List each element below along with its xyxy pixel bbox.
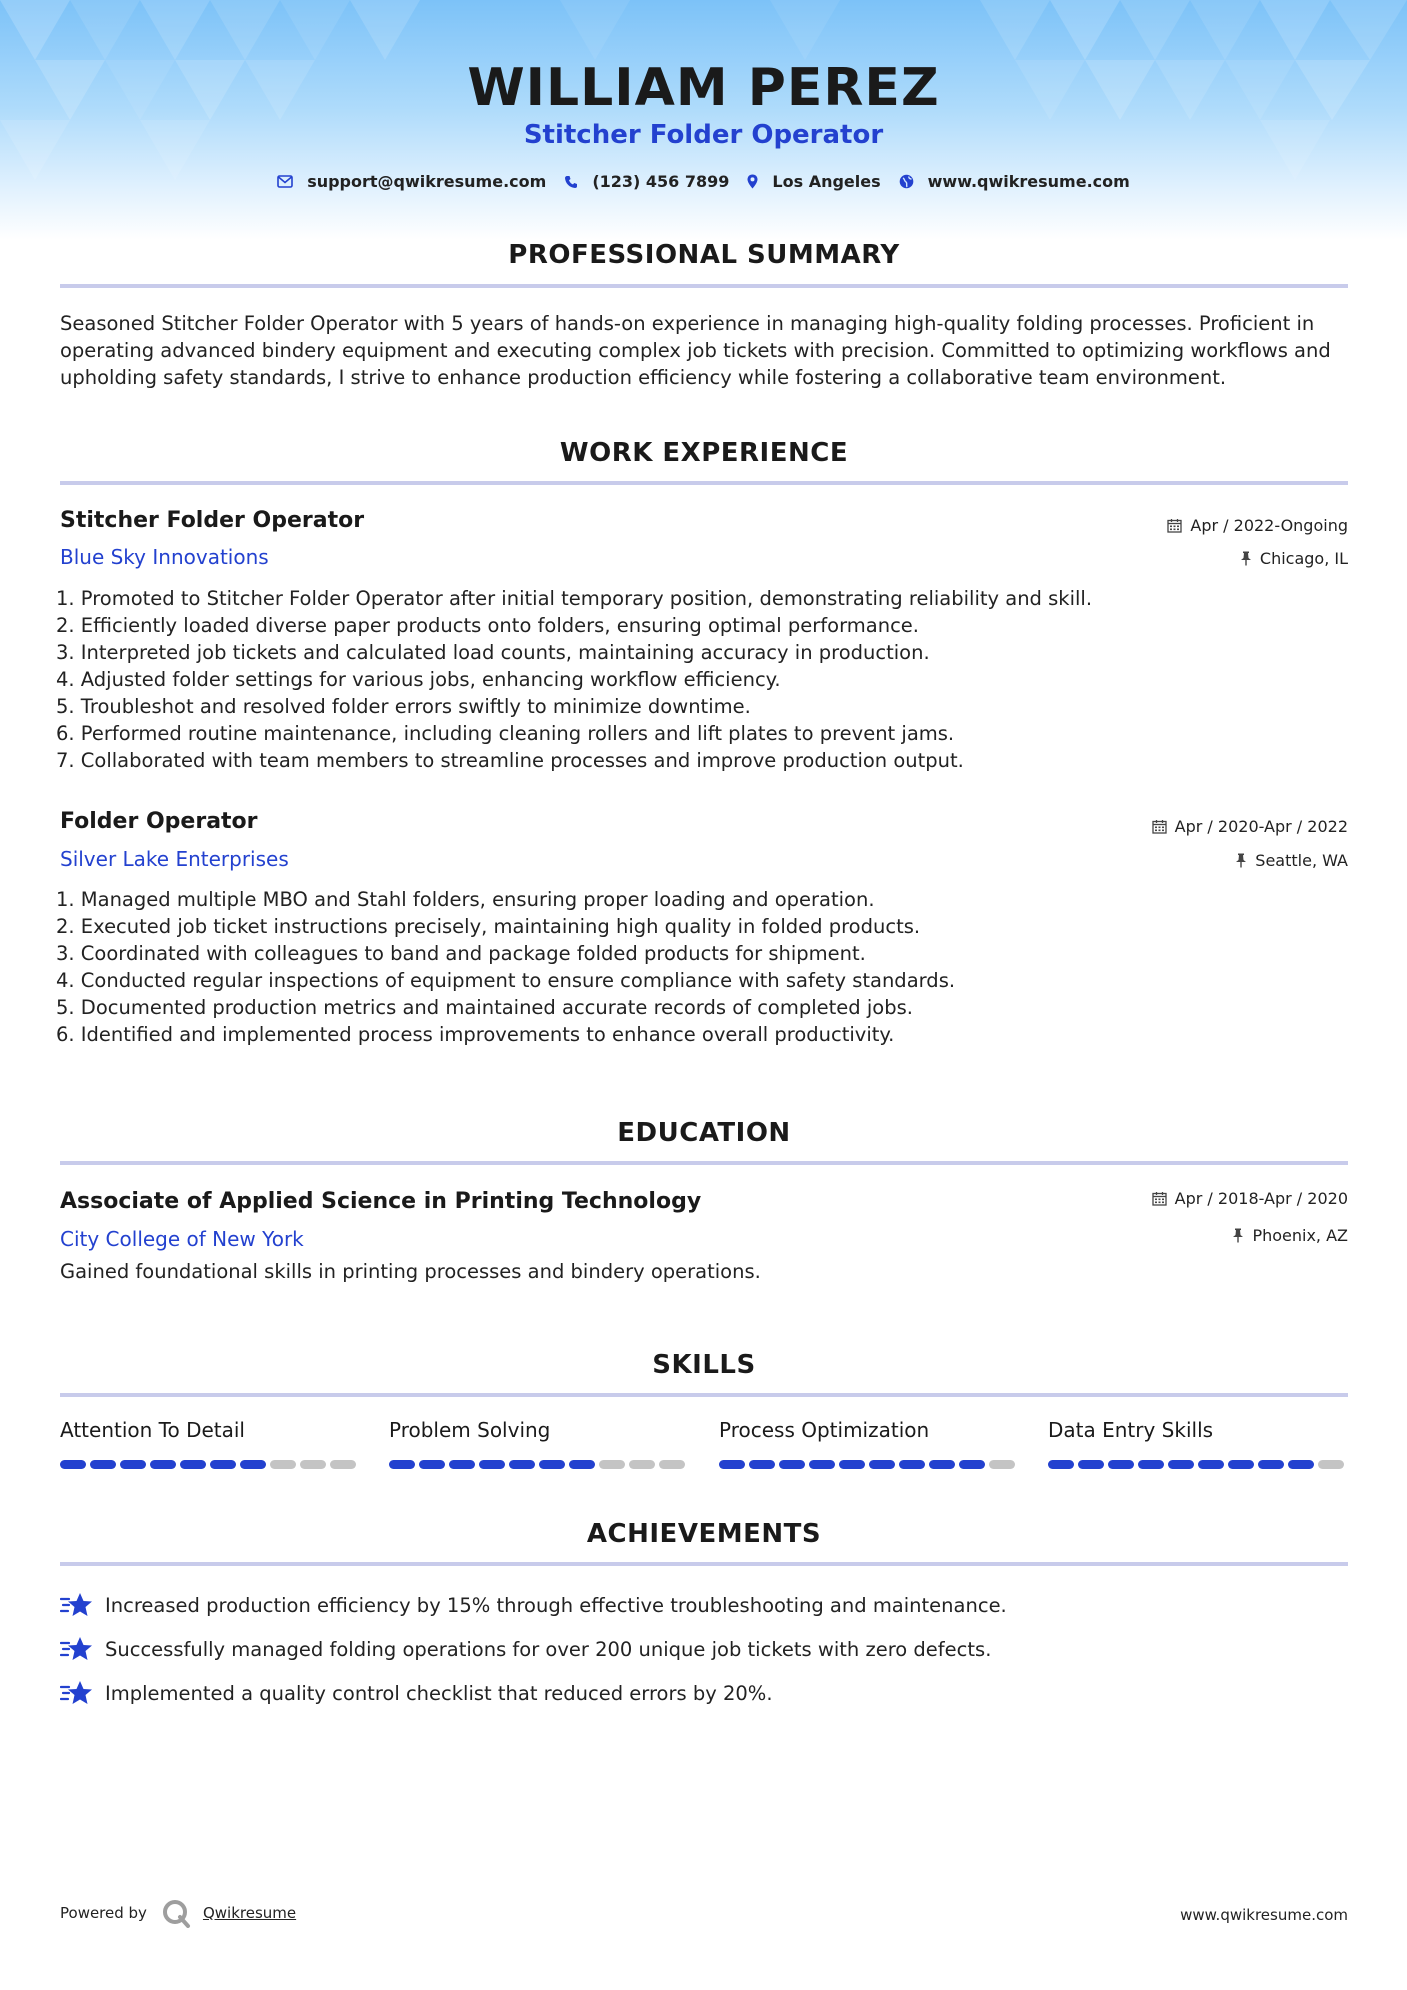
list-item: 5. Troubleshot and resolved folder errors swiftly to minimize downtime. <box>56 695 751 718</box>
school-name: City College of New York <box>60 1227 304 1251</box>
qwikresume-link[interactable]: Qwikresume <box>202 1904 297 1922</box>
contact-website[interactable] <box>899 172 1130 191</box>
achievement-text: Implemented a quality control checklist that reduced errors by 20%. <box>105 1681 773 1705</box>
job-date-1 <box>1167 516 1348 535</box>
star-icon <box>60 1634 94 1664</box>
section-divider <box>60 1393 1348 1397</box>
skill-name: Attention To Detail <box>60 1418 245 1442</box>
calendar-icon <box>1152 1191 1167 1206</box>
location-text: Chicago, IL <box>1259 549 1348 568</box>
phone-icon <box>564 175 578 189</box>
email-text: support@qwikresume.com <box>307 172 547 191</box>
achievement-text: Increased production efficiency by 15% through effective troubleshooting and maintenance. <box>105 1593 1007 1617</box>
skill-segment-filled <box>749 1460 775 1469</box>
skill-segment-empty <box>300 1460 326 1469</box>
skill-segment-filled <box>419 1460 445 1469</box>
footer-website[interactable]: www.qwikresume.com <box>1180 1906 1348 1924</box>
skill-segment-empty <box>629 1460 655 1469</box>
skill-segment-filled <box>899 1460 925 1469</box>
list-item: 3. Coordinated with colleagues to band and package folded products for shipment. <box>56 942 866 965</box>
education-date <box>1152 1189 1348 1208</box>
achievement-text: Successfully managed folding operations for over 200 unique job tickets with zero defects. <box>105 1637 992 1661</box>
skill-segment-filled <box>569 1460 595 1469</box>
location-text: Seattle, WA <box>1255 851 1348 870</box>
skill-segment-filled <box>839 1460 865 1469</box>
pushpin-icon <box>1240 551 1252 566</box>
qwikresume-logo-icon <box>161 1898 191 1928</box>
skill-segment-filled <box>449 1460 475 1469</box>
skill-item <box>60 1418 360 1469</box>
contact-phone[interactable] <box>564 172 729 191</box>
list-item: 6. Identified and implemented process improvements to enhance overall productivity. <box>56 1023 895 1046</box>
summary-text: Seasoned Stitcher Folder Operator with 5 years of hands-on experience in managing high-quality folding processes. Proficient in operating advanced bindery equipment and executing complex job tickets with precision. Committed to optimizing workflows and upholding safety standards, I strive to enhance production efficiency while fostering a collaborative team environment. <box>60 312 1331 389</box>
skill-segment-filled <box>1048 1460 1074 1469</box>
section-title-experience: WORK EXPERIENCE <box>559 438 849 468</box>
section-title-skills: SKILLS <box>652 1350 756 1380</box>
skill-segment-filled <box>479 1460 505 1469</box>
skill-segment-filled <box>1258 1460 1284 1469</box>
pushpin-icon <box>1235 853 1247 868</box>
skill-item <box>719 1418 1019 1469</box>
skill-segment-filled <box>1168 1460 1194 1469</box>
map-pin-icon <box>747 174 758 189</box>
skill-item <box>1048 1418 1348 1469</box>
skill-segment-filled <box>389 1460 415 1469</box>
calendar-icon <box>1167 518 1182 533</box>
date-text: Apr / 2022-Ongoing <box>1190 516 1348 535</box>
education-description: Gained foundational skills in printing processes and bindery operations. <box>60 1260 761 1283</box>
powered-by-label: Powered by <box>60 1904 147 1922</box>
skill-segment-filled <box>959 1460 985 1469</box>
achievement-item <box>60 1678 773 1708</box>
skill-segment-filled <box>120 1460 146 1469</box>
footer-powered-by <box>60 1898 296 1928</box>
location-text: Los Angeles <box>772 172 881 191</box>
list-item: 2. Executed job ticket instructions precisely, maintaining high quality in folded products. <box>56 915 921 938</box>
skill-segment-filled <box>539 1460 565 1469</box>
skill-segment-filled <box>1108 1460 1134 1469</box>
section-title-achievements: ACHIEVEMENTS <box>586 1519 822 1549</box>
skill-name: Process Optimization <box>719 1418 930 1442</box>
skill-segment-filled <box>1288 1460 1314 1469</box>
skill-level-bar <box>1048 1460 1348 1469</box>
skill-segment-empty <box>270 1460 296 1469</box>
skill-segment-filled <box>869 1460 895 1469</box>
section-divider <box>60 1161 1348 1165</box>
skill-item <box>389 1418 689 1469</box>
skill-segment-filled <box>240 1460 266 1469</box>
company-2: Silver Lake Enterprises <box>60 847 289 871</box>
list-item: 1. Managed multiple MBO and Stahl folders, ensuring proper loading and operation. <box>56 888 875 911</box>
job-title-1: Stitcher Folder Operator <box>60 508 365 533</box>
skill-name: Problem Solving <box>389 1418 551 1442</box>
skill-segment-filled <box>180 1460 206 1469</box>
globe-icon <box>899 174 914 189</box>
job-title-2: Folder Operator <box>60 809 258 834</box>
candidate-title: Stitcher Folder Operator <box>523 120 884 150</box>
skill-segment-filled <box>60 1460 86 1469</box>
skill-segment-empty <box>989 1460 1015 1469</box>
skill-segment-empty <box>1318 1460 1344 1469</box>
skill-segment-filled <box>1078 1460 1104 1469</box>
skill-name: Data Entry Skills <box>1048 1418 1214 1442</box>
job-date-2 <box>1152 817 1348 836</box>
section-divider <box>60 481 1348 485</box>
skill-level-bar <box>719 1460 1019 1469</box>
skill-segment-empty <box>599 1460 625 1469</box>
job-bullets-1 <box>56 585 1256 774</box>
education-location <box>1232 1226 1348 1245</box>
degree-title: Associate of Applied Science in Printing Technology <box>60 1189 702 1214</box>
job-location-2 <box>1235 851 1348 870</box>
achievement-item <box>60 1590 1007 1620</box>
candidate-name: WILLIAM PEREZ <box>467 58 940 118</box>
list-item: 6. Performed routine maintenance, including cleaning rollers and lift plates to prevent jams. <box>56 722 955 745</box>
contact-email[interactable] <box>277 172 546 191</box>
list-item: 3. Interpreted job tickets and calculated load counts, maintaining accuracy in production. <box>56 641 930 664</box>
list-item: 5. Documented production metrics and maintained accurate records of completed jobs. <box>56 996 913 1019</box>
phone-text: (123) 456 7899 <box>592 172 730 191</box>
list-item: 7. Collaborated with team members to streamline processes and improve production output. <box>56 749 964 772</box>
date-text: Apr / 2020-Apr / 2022 <box>1174 817 1348 836</box>
section-divider <box>60 1562 1348 1566</box>
skill-segment-filled <box>210 1460 236 1469</box>
section-title-summary: PROFESSIONAL SUMMARY <box>508 240 900 270</box>
skill-segment-filled <box>719 1460 745 1469</box>
skill-segment-empty <box>330 1460 356 1469</box>
contact-location <box>747 172 880 191</box>
job-bullets-2 <box>56 886 1256 1048</box>
location-text: Phoenix, AZ <box>1252 1226 1348 1245</box>
star-icon <box>60 1678 94 1708</box>
skill-segment-filled <box>809 1460 835 1469</box>
company-1: Blue Sky Innovations <box>60 545 269 569</box>
date-text: Apr / 2018-Apr / 2020 <box>1174 1189 1348 1208</box>
skill-level-bar <box>60 1460 360 1469</box>
contact-bar <box>0 172 1407 191</box>
pushpin-icon <box>1232 1228 1244 1243</box>
skill-segment-filled <box>509 1460 535 1469</box>
section-divider <box>60 284 1348 288</box>
skill-segment-filled <box>929 1460 955 1469</box>
skill-segment-filled <box>90 1460 116 1469</box>
calendar-icon <box>1152 819 1167 834</box>
list-item: 2. Efficiently loaded diverse paper products onto folders, ensuring optimal performance. <box>56 614 919 637</box>
skill-segment-filled <box>779 1460 805 1469</box>
job-location-1 <box>1240 549 1348 568</box>
website-text: www.qwikresume.com <box>927 172 1130 191</box>
achievement-item <box>60 1634 991 1664</box>
list-item: 4. Adjusted folder settings for various jobs, enhancing workflow efficiency. <box>56 668 781 691</box>
skill-segment-empty <box>659 1460 685 1469</box>
skill-segment-filled <box>1228 1460 1254 1469</box>
skill-level-bar <box>389 1460 689 1469</box>
star-icon <box>60 1590 94 1620</box>
skill-segment-filled <box>1198 1460 1224 1469</box>
section-title-education: EDUCATION <box>617 1118 791 1148</box>
envelope-icon <box>277 175 293 188</box>
skill-segment-filled <box>150 1460 176 1469</box>
list-item: 1. Promoted to Stitcher Folder Operator after initial temporary position, demonstrating reliability and skill. <box>56 587 1093 610</box>
skill-segment-filled <box>1138 1460 1164 1469</box>
list-item: 4. Conducted regular inspections of equipment to ensure compliance with safety standards. <box>56 969 956 992</box>
